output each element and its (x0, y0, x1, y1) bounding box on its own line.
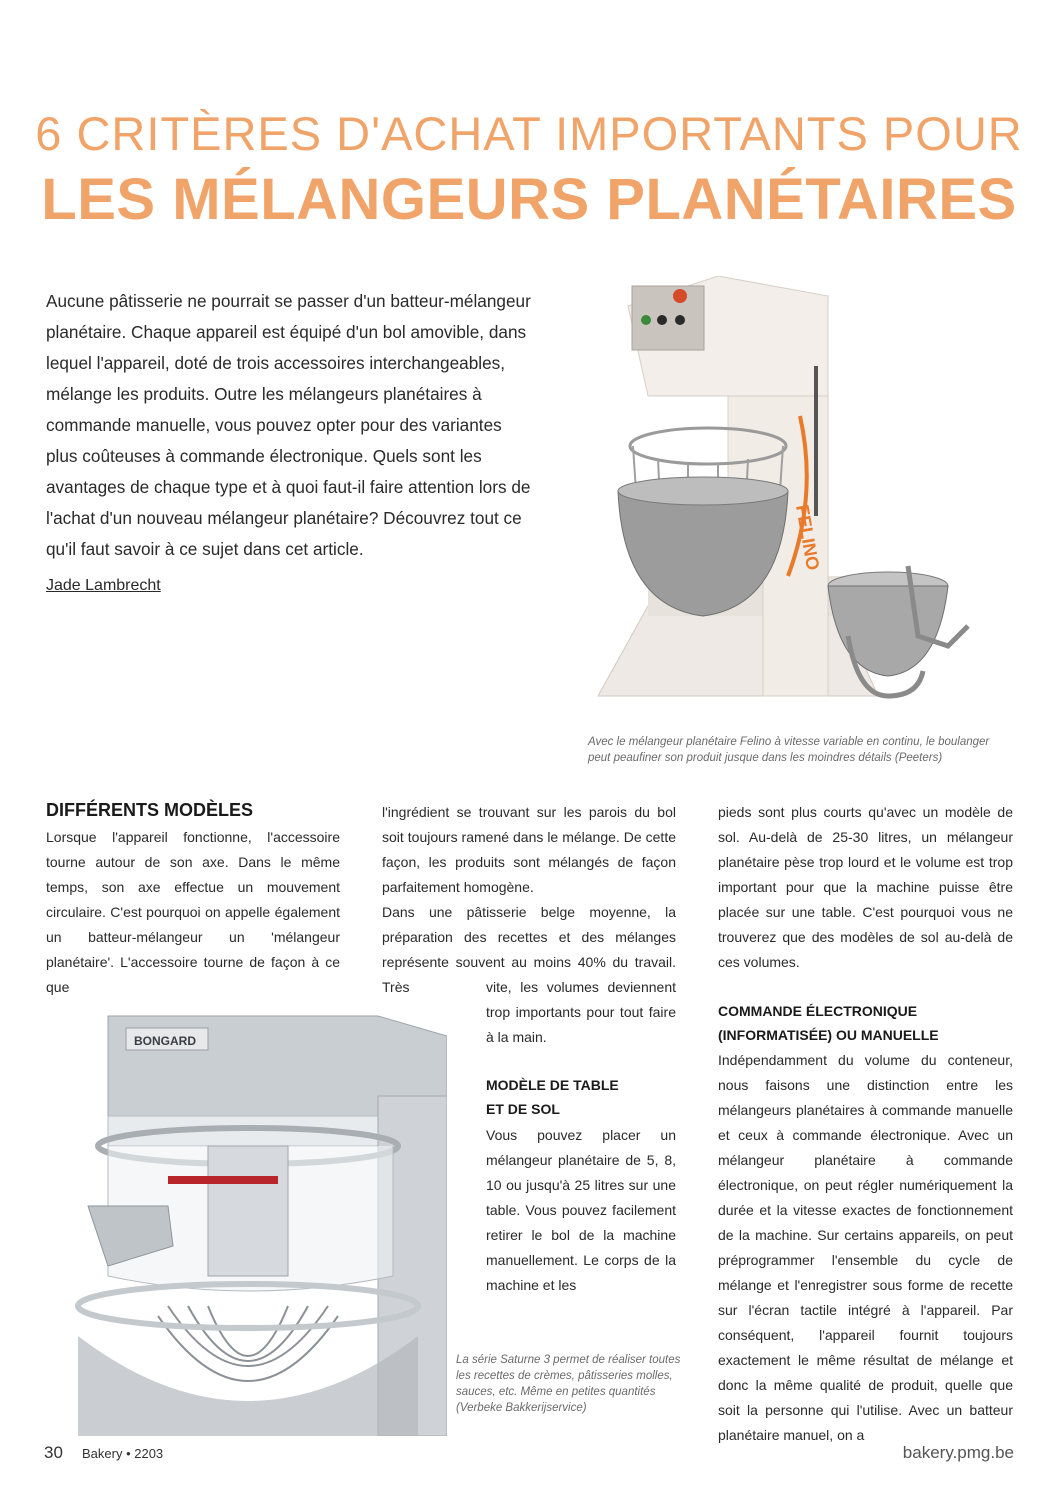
author-name: Jade Lambrecht (46, 577, 161, 594)
bongard-mixer-image (48, 1006, 447, 1436)
page-number: 30 (44, 1443, 63, 1462)
heading-modele-table-line1: MODÈLE DE TABLE (486, 1077, 619, 1093)
col2-text-top: l'ingrédient se trouvant sur les parois du bol soit toujours ramené dans le mélange. De cette façon, les produits sont mélangés de façon parfaitement homogène. (382, 804, 676, 895)
col2-text-bottom: Vous pouvez placer un mélangeur planétaire de 5, 8, 10 ou jusqu'à 25 litres sur une table. Vous pouvez facilement retirer le bol de la machine manuellement. Le corps de la machine et les (486, 1127, 676, 1293)
felino-brand-text: FELINO (792, 503, 824, 572)
col2-text-top2: Dans une pâtisserie belge moyenne, la préparation des recettes et des mélanges représente souvent au moins 40% du travail. Très (382, 904, 676, 995)
felino-caption: Avec le mélangeur planétaire Felino à vitesse variable en continu, le boulanger peut peaufiner son produit jusque dans les moindres détails (Peeters) (588, 736, 990, 764)
title-line-2: LES MÉLANGEURS PLANÉTAIRES (41, 167, 1017, 232)
felino-mixer-image (588, 276, 1008, 726)
col1-text: Lorsque l'appareil fonctionne, l'accessoire tourne autour de son axe. Dans le même temps, son axe effectue un mouvement circulaire. C'est pourquoi on appelle également un batteur-mélangeur un 'mélangeur planétaire'. L'accessoire tourne de façon à ce que (46, 829, 340, 995)
col2-text-narrow: vite, les volumes deviennent trop importants pour tout faire à la main. (486, 979, 676, 1045)
intro-paragraph: Aucune pâtisserie ne pourrait se passer d'un batteur-mélangeur planétaire. Chaque appareil est équipé d'un bol amovible, dans lequel l'appareil, doté de trois accessoires interchangeables, mélange les produits. Outre les mélangeurs planétaires à commande manuelle, vous pouvez opter pour des variantes plus coûteuses à commande électronique. Quels sont les avantages de chaque type et à quoi faut-il faire attention lors de l'achat d'un nouveau mélangeur planétaire? Découvrez tout ce qu'il faut savoir à ce sujet dans cet article. (46, 291, 531, 559)
bongard-brand-text: BONGARD (134, 1034, 196, 1048)
heading-modele-table-line2: ET DE SOL (486, 1101, 560, 1117)
bongard-caption: La série Saturne 3 permet de réaliser toutes les recettes de crèmes, pâtisseries molles, sauces, etc. Même en petites quantités (Verbeke Bakkerijservice) (456, 1354, 681, 1414)
col3-text-top: pieds sont plus courts qu'avec un modèle de sol. Au-delà de 25-30 litres, un mélangeur planétaire pèse trop lourd et le volume est trop important pour que la machine puisse être placée sur une table. C'est pourquoi vous ne trouverez que des modèles de sol au-delà de ces volumes. (718, 804, 1013, 970)
heading-commande-line2: (INFORMATISÉE) OU MANUELLE (718, 1027, 939, 1043)
website-link[interactable]: bakery.pmg.be (902, 1443, 1014, 1462)
heading-commande-line1: COMMANDE ÉLECTRONIQUE (718, 1003, 918, 1019)
title-line-1: 6 CRITÈRES D'ACHAT IMPORTANTS POUR (35, 107, 1023, 160)
heading-differents-modeles: DIFFÉRENTS MODÈLES (46, 800, 254, 820)
magazine-issue: Bakery • 2203 (82, 1446, 164, 1461)
col3-text-bottom: Indépendamment du volume du conteneur, nous faisons une distinction entre les mélangeurs planétaires à commande manuelle et ceux à commande électronique. Avec un mélangeur planétaire à commande électronique, on peut régler numériquement la durée et la vitesse exactes de fonctionnement de la machine. Sur certains appareils, on peut préprogrammer l'ensemble du cycle de mélange et l'enregistrer sous forme de recette sur l'écran tactile intégré à l'appareil. Par conséquent, l'appareil fournit toujours exactement le même résultat de mélange et donc la même qualité de produit, quelle que soit la personne qui l'utilise. Avec un batteur planétaire manuel, on a (718, 1052, 1013, 1443)
